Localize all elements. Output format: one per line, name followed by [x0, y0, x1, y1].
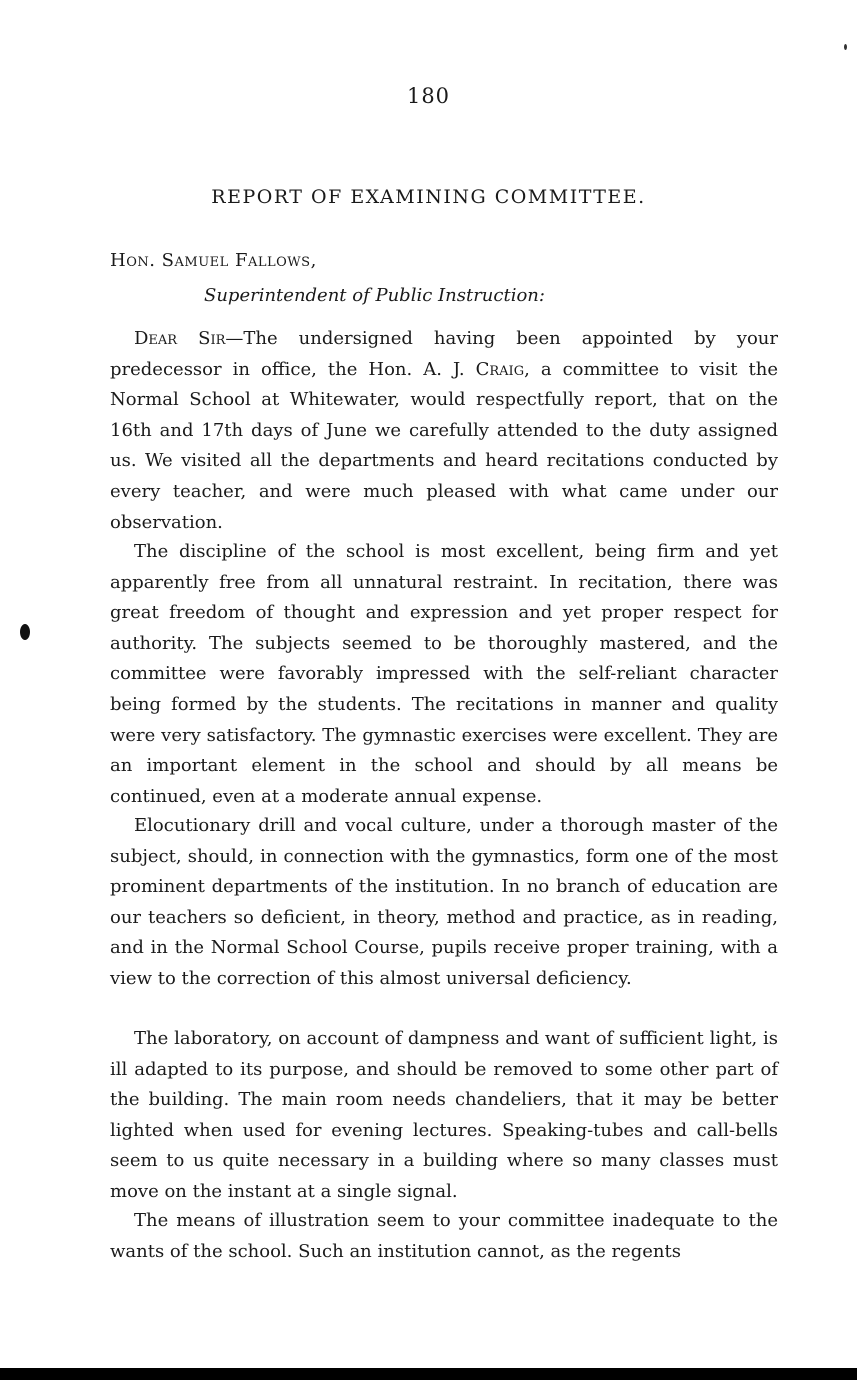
page-title: REPORT OF EXAMINING COMMITTEE. — [211, 186, 646, 208]
paragraph-2: The discipline of the school is most excellent, being firm and yet apparently free from all unnatural restraint. In recitation, there was great freedom of thought and expression and yet proper respect for authority. The subjects seemed to be thoroughly mastered, and the committee were favorably impressed with the self-reliant character being formed by the students. The recitations in manner and quality were very satisfactory. The gymnastic exercises were excellent. They are an important element in the school and should by all means be continued, even at a moderate annual expense. — [110, 541, 778, 807]
edge-speck — [844, 44, 847, 50]
paragraph-1-text-b: , a committee to visit the Normal School at Whitewater, would respectfully report, that on the 16th and 17th days of June we carefully attended to the duty assigned us. We visited all the departments and heard recitations conducted by every teacher, and were much pleased with what came under our observation. — [110, 358, 778, 533]
page-number: 180 — [406, 84, 451, 108]
paragraph-1 — [110, 324, 778, 538]
name-craig: Craig — [475, 358, 525, 380]
salutation-lead: Dear Sir — [134, 328, 226, 349]
salutation-position: Superintendent of Public Instruction: — [204, 285, 545, 306]
paragraph-1-text-a: —The undersigned having been appointed by your predecessor in office, the Hon. A. J. — [110, 328, 778, 380]
salutation-name: Hon. Samuel Fallows, — [110, 250, 317, 271]
paragraph-4: The laboratory, on account of dampness and want of sufficient light, is ill adapted to its purpose, and should be removed to some other part of the building. The main room needs chandeliers, that it may be better lighted when used for evening lectures. Speaking-tubes and call-bells seem to us quite necessary in a building where so many classes must move on the instant at a single signal. — [110, 1028, 778, 1202]
paragraph-5: The means of illustration seem to your committee inadequate to the wants of the school. Such an institution cannot, as the regents — [110, 1210, 778, 1262]
paragraph-3: Elocutionary drill and vocal culture, under a thorough master of the subject, should, in connection with the gymnastics, form one of the most prominent departments of the institution. In no branch of education are our teachers so deficient, in theory, method and practice, as in reading, and in the Normal School Course, pupils receive proper training, with a view to the correction of this almost universal deficiency. — [110, 815, 778, 989]
page-bottom-edge — [0, 1368, 857, 1380]
ink-blot-mark — [20, 624, 30, 640]
